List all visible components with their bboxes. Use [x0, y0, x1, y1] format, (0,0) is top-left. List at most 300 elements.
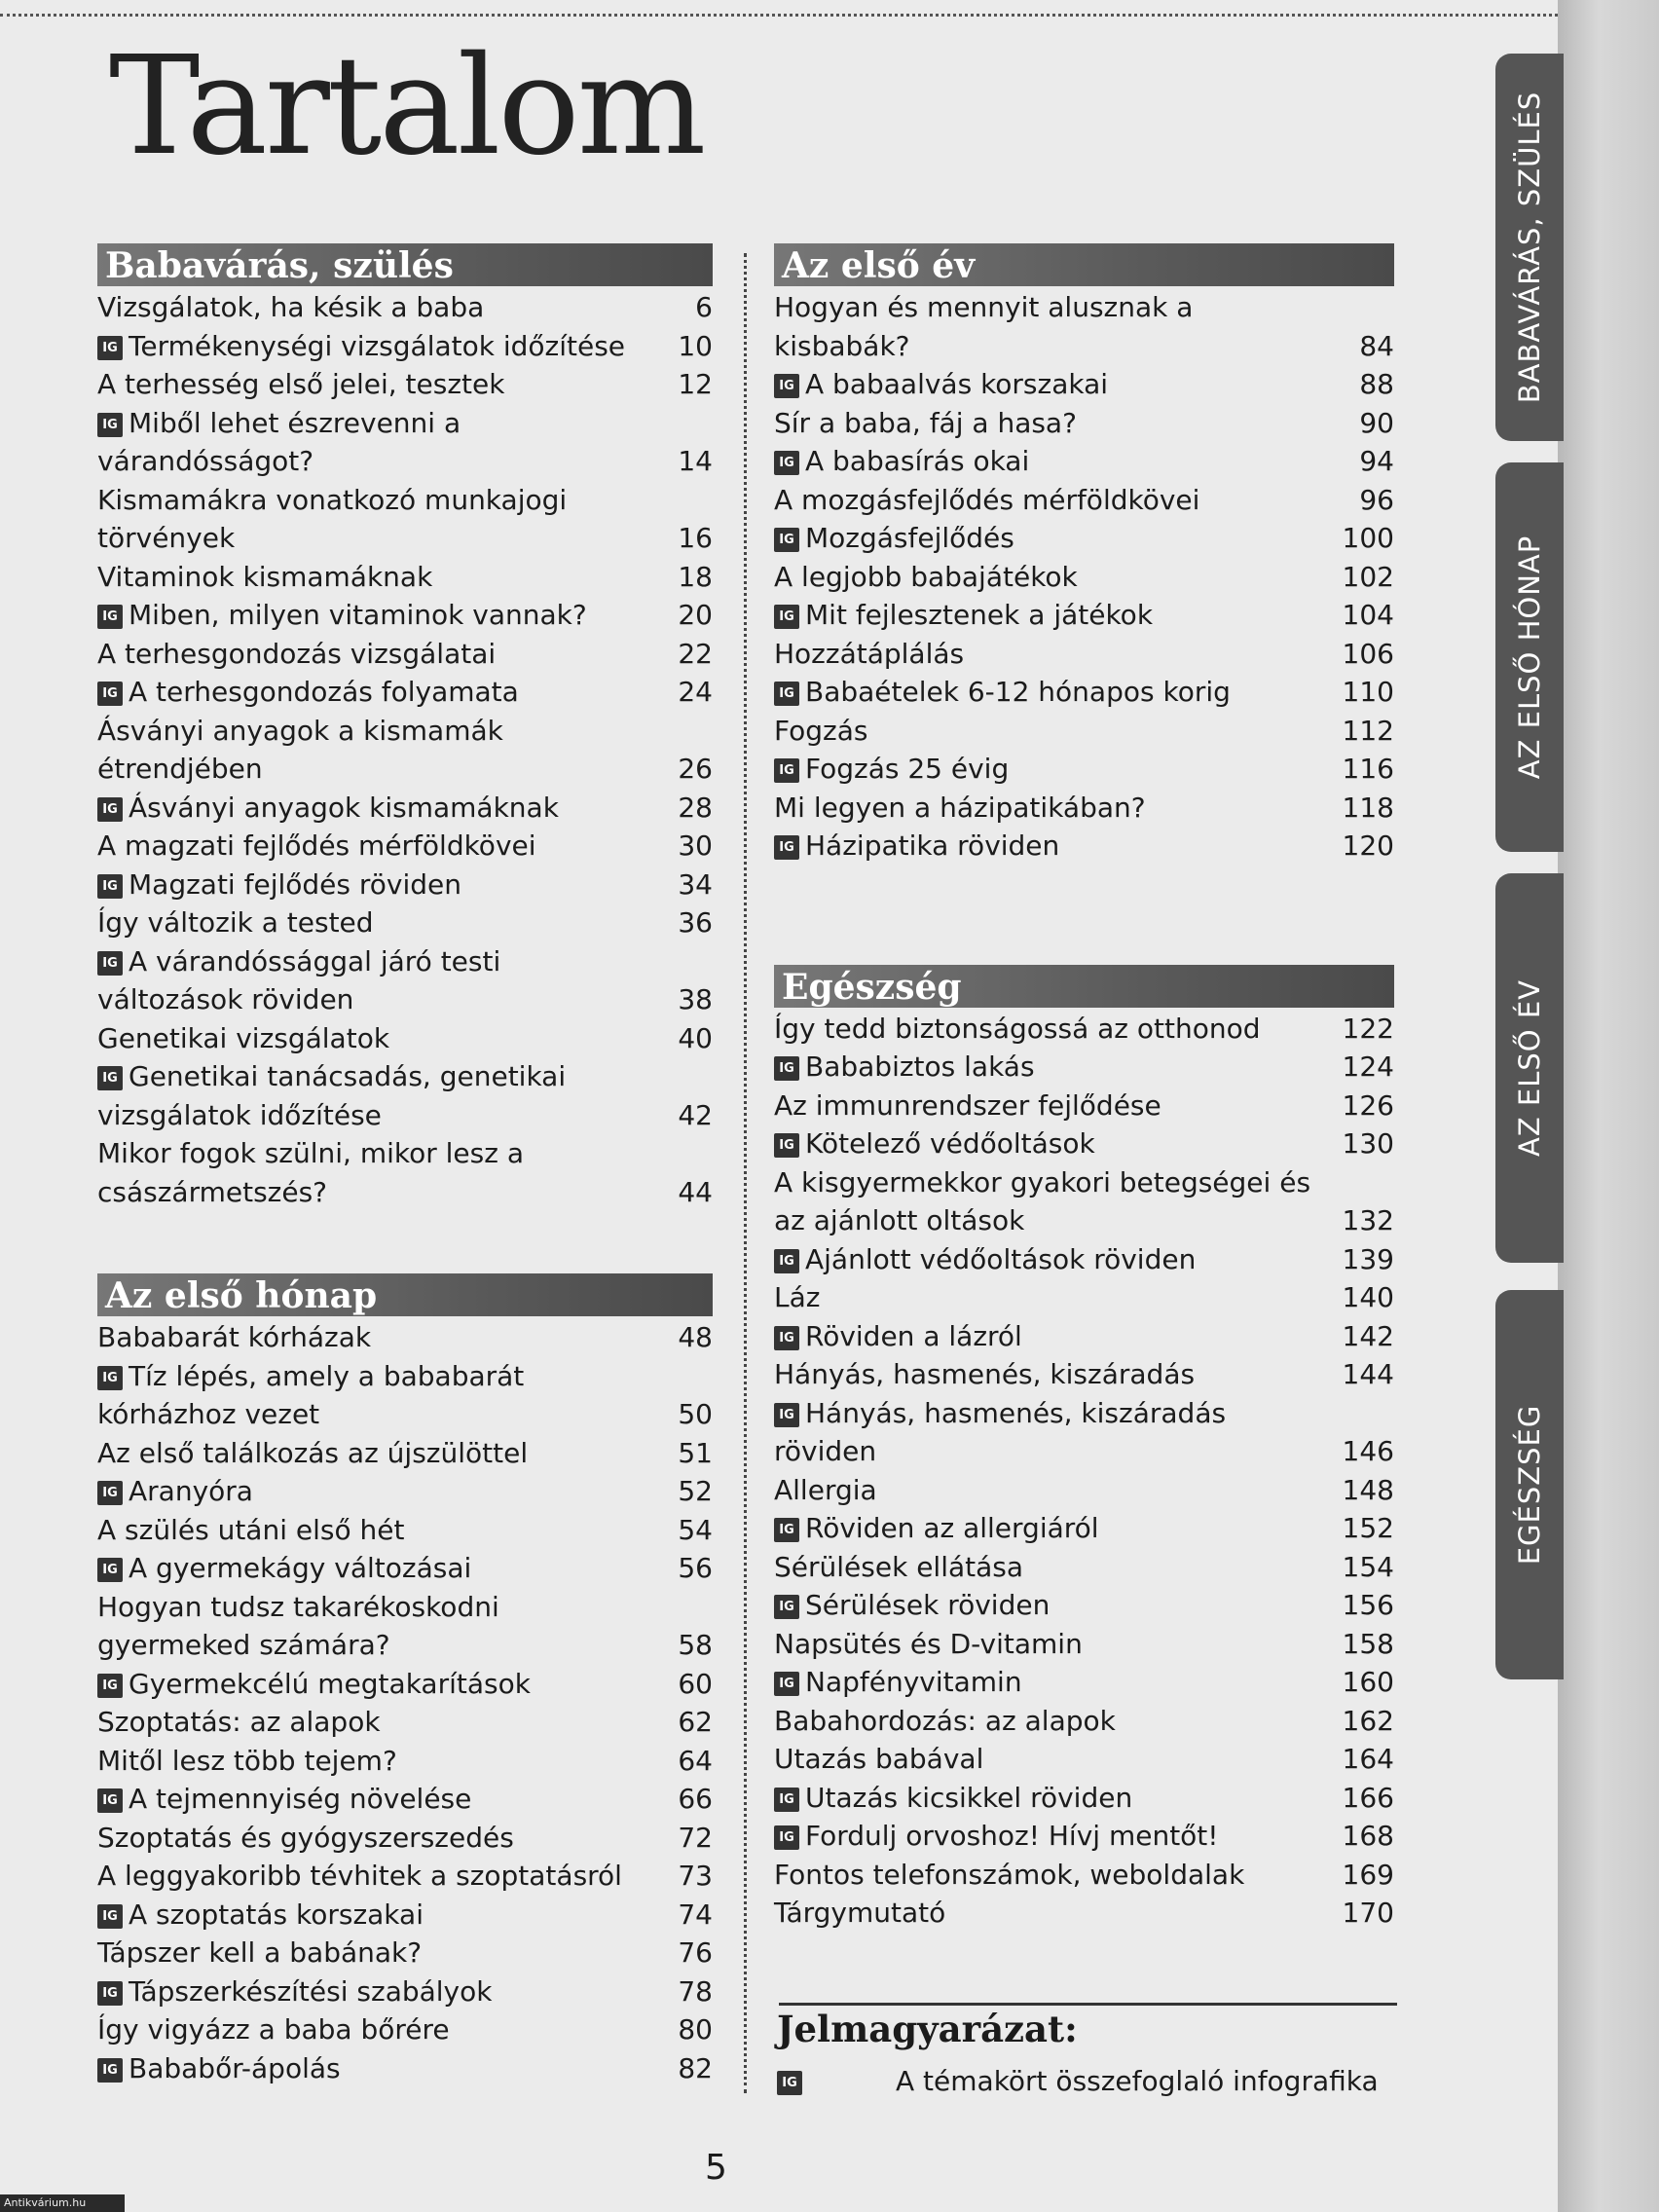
- toc-entry-title: A leggyakoribb tévhitek a szoptatásról: [97, 1860, 622, 1892]
- toc-entry[interactable]: [774, 1278, 1394, 1317]
- toc-entry-page: 40: [678, 1021, 713, 1054]
- toc-entry-page: 36: [678, 906, 713, 939]
- toc-entry[interactable]: [774, 1663, 1394, 1702]
- toc-entry-title: A babasírás okai: [805, 445, 1030, 477]
- toc-entry[interactable]: [97, 1472, 713, 1511]
- toc-entry[interactable]: [774, 1124, 1394, 1163]
- toc-entry[interactable]: [97, 1703, 713, 1742]
- toc-entry-page: 169: [1342, 1858, 1394, 1891]
- toc-entry-page: 168: [1342, 1820, 1394, 1852]
- toc-entry[interactable]: [97, 866, 713, 904]
- toc-entry-title: Sérülések ellátása: [774, 1550, 1024, 1583]
- toc-entry-text: [774, 1625, 1336, 1664]
- toc-entry-title: Bababarát kórházak: [97, 1321, 372, 1353]
- toc-entry-page: 110: [1342, 676, 1394, 708]
- toc-entry-page: 162: [1342, 1704, 1394, 1737]
- toc-entry-page: 96: [1359, 483, 1394, 516]
- toc-entry-title: Röviden az allergiáról: [805, 1512, 1099, 1544]
- toc-entry[interactable]: [774, 827, 1394, 866]
- toc-entry-page: 50: [678, 1398, 713, 1430]
- toc-entry[interactable]: [774, 750, 1394, 789]
- toc-entry-text: [774, 404, 1336, 443]
- toc-entry-page: 10: [678, 329, 713, 362]
- toc-entry-text: [774, 1779, 1336, 1818]
- tab-label: AZ ELSŐ ÉV: [1513, 978, 1546, 1158]
- section-heading: [774, 243, 1394, 286]
- toc-entry-page: 88: [1359, 368, 1394, 400]
- toc-entry-title: Bababőr-ápolás: [129, 2051, 341, 2084]
- toc-entry-text: [97, 1742, 654, 1781]
- infographic-icon: IG: [97, 1674, 123, 1698]
- infographic-icon: IG: [97, 1981, 123, 2006]
- toc-entry-text: [774, 519, 1336, 558]
- toc-entry-text: [97, 712, 654, 789]
- toc-entry[interactable]: [97, 558, 713, 597]
- toc-entry-page: 6: [695, 291, 713, 323]
- toc-entry-text: [774, 596, 1336, 635]
- toc-entry[interactable]: [774, 1240, 1394, 1279]
- toc-entry-page: 84: [1359, 329, 1394, 362]
- toc-entry[interactable]: [774, 789, 1394, 828]
- toc-entry-text: [774, 481, 1336, 520]
- infographic-icon: IG: [97, 797, 123, 822]
- toc-entry-title: Utazás kicsikkel röviden: [805, 1781, 1133, 1814]
- toc-entry-page: 132: [1342, 1204, 1394, 1236]
- toc-entry-title: Genetikai tanácsadás, genetikai vizsgálatok időzítése: [97, 1060, 567, 1131]
- toc-entry-text: [97, 1896, 654, 1935]
- toc-entry-text: [774, 1548, 1336, 1587]
- toc-entry-title: Hogyan tudsz takarékoskodni gyermeked számára?: [97, 1590, 499, 1661]
- toc-entry[interactable]: [97, 1357, 713, 1434]
- toc-entry-text: [774, 712, 1336, 751]
- toc-entry-page: 126: [1342, 1088, 1394, 1122]
- toc-entry-page: 164: [1342, 1743, 1394, 1775]
- toc-entry-text: [774, 1394, 1336, 1471]
- toc-entry[interactable]: [97, 1665, 713, 1704]
- toc-entry[interactable]: [97, 2049, 713, 2088]
- toc-entry-title: Láz: [774, 1281, 821, 1313]
- infographic-icon: IG: [774, 1403, 799, 1427]
- infographic-icon: IG: [774, 1672, 799, 1696]
- toc-entry[interactable]: [774, 1702, 1394, 1741]
- toc-entry-page: 28: [678, 791, 713, 824]
- toc-entry-title: Tárgymutató: [774, 1897, 946, 1929]
- toc-entry-title: Napfényvitamin: [805, 1666, 1022, 1698]
- section-heading: [97, 1273, 713, 1316]
- toc-entry-text: [774, 1702, 1336, 1741]
- toc-entry-title: Mitől lesz több tejem?: [97, 1744, 397, 1777]
- page-edge: [1558, 0, 1659, 2212]
- toc-entry-title: Sír a baba, fáj a hasa?: [774, 406, 1077, 439]
- section-egeszseg: [774, 965, 1394, 1933]
- toc-entry[interactable]: [97, 1057, 713, 1134]
- toc-entry-text: [97, 1472, 654, 1511]
- toc-entry-title: Magzati fejlődés röviden: [129, 867, 461, 901]
- toc-entry[interactable]: [97, 1134, 713, 1211]
- toc-entry-text: [97, 596, 654, 635]
- toc-entry-page: 51: [678, 1436, 713, 1469]
- toc-entry-text: [774, 1856, 1336, 1895]
- toc-entry[interactable]: [97, 1549, 713, 1588]
- page-title: Tartalom: [109, 27, 704, 186]
- toc-entry-text: [97, 404, 654, 481]
- toc-entry-text: [774, 1278, 1336, 1317]
- infographic-icon: IG: [97, 413, 123, 437]
- toc-entry-page: 12: [678, 368, 713, 400]
- toc-entry[interactable]: [774, 1355, 1394, 1394]
- toc-entry[interactable]: [97, 1972, 713, 2011]
- infographic-icon: IG: [774, 835, 799, 860]
- toc-entry-text: [97, 1057, 654, 1134]
- toc-entry-text: [774, 1586, 1336, 1625]
- toc-entry[interactable]: [97, 789, 713, 828]
- infographic-icon: IG: [97, 874, 123, 899]
- toc-entry-text: [774, 1471, 1336, 1510]
- toc-entry-text: [97, 1511, 654, 1550]
- infographic-icon: IG: [774, 374, 799, 398]
- toc-entry[interactable]: [97, 1511, 713, 1550]
- toc-entry-page: 73: [678, 1860, 713, 1892]
- toc-entry-page: 166: [1342, 1781, 1394, 1814]
- toc-entry[interactable]: [97, 288, 713, 327]
- tab-az-elso-ev[interactable]: [1495, 873, 1564, 1263]
- toc-entry-title: Fogzás 25 évig: [805, 753, 1010, 785]
- toc-entry[interactable]: [774, 712, 1394, 751]
- toc-entry-title: Sérülések röviden: [805, 1589, 1051, 1621]
- infographic-icon: IG: [774, 1326, 799, 1350]
- toc-entry-text: [97, 635, 654, 674]
- toc-entry[interactable]: [97, 1588, 713, 1665]
- toc-entry-text: [97, 327, 654, 366]
- toc-entry[interactable]: [97, 327, 713, 366]
- toc-entry[interactable]: [97, 1819, 713, 1858]
- toc-entry-title: Szoptatás: az alapok: [97, 1706, 381, 1738]
- toc-entry-page: 80: [678, 2013, 713, 2046]
- page-number: 5: [705, 2148, 727, 2188]
- toc-entry-text: [774, 442, 1336, 481]
- toc-entry-page: 22: [678, 637, 713, 670]
- toc-entry[interactable]: [97, 942, 713, 1019]
- toc-entry-title: A terhesgondozás folyamata: [129, 676, 519, 708]
- toc-entry-page: 34: [678, 867, 713, 901]
- toc-entry-page: 100: [1342, 522, 1394, 554]
- infographic-icon: IG: [97, 1481, 123, 1505]
- toc-entry-page: 76: [678, 1936, 713, 1969]
- toc-entry-page: 118: [1342, 791, 1394, 824]
- toc-entry-text: [774, 1240, 1336, 1279]
- toc-entry-title: Tíz lépés, amely a bababarát kórházhoz vezet: [97, 1359, 525, 1430]
- toc-entry[interactable]: [97, 596, 713, 635]
- toc-entry-text: [97, 1134, 654, 1211]
- toc-entry-title: Bababiztos lakás: [805, 1051, 1035, 1083]
- toc-entry[interactable]: [774, 1779, 1394, 1818]
- watermark: Antikvárium.hu: [0, 2194, 125, 2212]
- toc-entry-title: A terhesgondozás vizsgálatai: [97, 637, 497, 670]
- toc-entry-text: [97, 558, 654, 597]
- toc-entry-text: [97, 903, 654, 942]
- column-divider: [744, 253, 747, 2093]
- toc-entry[interactable]: [97, 1318, 713, 1357]
- toc-entry-title: A szülés utáni első hét: [97, 1513, 405, 1546]
- toc-entry-title: Így változik a tested: [97, 906, 374, 939]
- toc-entry[interactable]: [774, 1740, 1394, 1779]
- toc-entry-title: Fontos telefonszámok, weboldalak: [774, 1858, 1245, 1891]
- toc-entry-title: A szoptatás korszakai: [129, 1898, 424, 1931]
- toc-entry-page: 124: [1342, 1051, 1394, 1083]
- toc-entry-text: [97, 1972, 654, 2011]
- toc-entry-title: Hozzátáplálás: [774, 637, 965, 670]
- toc-entry[interactable]: [97, 1434, 713, 1473]
- tab-babavaras-szules[interactable]: [1495, 54, 1564, 441]
- toc-entry-page: 18: [678, 560, 713, 593]
- section-babavaras: [97, 243, 713, 1211]
- toc-entry[interactable]: [774, 1548, 1394, 1587]
- toc-entry-title: Miből lehet észrevenni a várandósságot?: [97, 406, 461, 477]
- toc-entry-page: 52: [678, 1475, 713, 1507]
- toc-entry-text: [97, 942, 654, 1019]
- toc-entry[interactable]: [774, 404, 1394, 443]
- toc-entry-title: Fordulj orvoshoz! Hívj mentőt!: [805, 1820, 1219, 1852]
- toc-entry-page: 58: [678, 1629, 713, 1661]
- toc-entry[interactable]: [97, 827, 713, 866]
- toc-entry-title: Röviden a lázról: [805, 1319, 1022, 1352]
- toc-entry-page: 44: [678, 1175, 713, 1208]
- toc-entry[interactable]: [774, 481, 1394, 520]
- toc-entry[interactable]: [774, 519, 1394, 558]
- toc-entry[interactable]: [97, 712, 713, 789]
- toc-entry-text: [774, 1048, 1336, 1087]
- toc-entry-title: Az immunrendszer fejlődése: [774, 1088, 1161, 1122]
- infographic-icon: IG: [774, 682, 799, 706]
- toc-entry-page: 156: [1342, 1589, 1394, 1621]
- toc-entry-text: [774, 1163, 1336, 1240]
- infographic-icon: IG: [97, 682, 123, 706]
- toc-entry-text: [97, 1934, 654, 1972]
- toc-entry[interactable]: [774, 1856, 1394, 1895]
- infographic-icon: IG: [774, 758, 799, 783]
- toc-entry-page: 54: [678, 1513, 713, 1546]
- toc-entry[interactable]: [97, 1780, 713, 1819]
- toc-entry-text: [774, 635, 1336, 674]
- toc-entry[interactable]: [97, 635, 713, 674]
- section-title: Babavárás, szülés: [105, 245, 454, 286]
- toc-entry[interactable]: [774, 1471, 1394, 1510]
- toc-entry-text: [97, 2049, 654, 2088]
- tab-egeszseg[interactable]: [1495, 1290, 1564, 1679]
- section-title: Egészség: [782, 966, 962, 1008]
- toc-entry[interactable]: [774, 673, 1394, 712]
- toc-entry[interactable]: [97, 1742, 713, 1781]
- toc-entry-title: Hányás, hasmenés, kiszáradás röviden: [774, 1396, 1227, 1467]
- toc-entry-page: 38: [678, 983, 713, 1015]
- toc-entry-title: A mozgásfejlődés mérföldkövei: [774, 483, 1200, 516]
- toc-entry-page: 106: [1342, 637, 1394, 670]
- toc-entry-text: [774, 1740, 1336, 1779]
- infographic-icon: IG: [97, 1788, 123, 1813]
- toc-entry-title: Házipatika röviden: [805, 830, 1060, 862]
- toc-entry-page: 42: [678, 1098, 713, 1131]
- toc-entry[interactable]: [97, 903, 713, 942]
- toc-entry[interactable]: [774, 365, 1394, 404]
- toc-entry-page: 158: [1342, 1627, 1394, 1660]
- infographic-icon: IG: [777, 2071, 802, 2095]
- toc-entry-page: 122: [1342, 1012, 1394, 1045]
- toc-entry-title: Az első találkozás az újszülöttel: [97, 1436, 529, 1469]
- infographic-icon: IG: [97, 1066, 123, 1090]
- toc-entry-text: [774, 673, 1336, 712]
- toc-entry[interactable]: [774, 1010, 1394, 1049]
- left-column: [97, 243, 713, 2087]
- infographic-icon: IG: [774, 1518, 799, 1542]
- toc-entry-title: Genetikai vizsgálatok: [97, 1021, 390, 1054]
- toc-entry-title: Kötelező védőoltások: [805, 1127, 1095, 1160]
- toc-entry-title: Napsütés és D-vitamin: [774, 1627, 1083, 1660]
- toc-entry[interactable]: [97, 1019, 713, 1058]
- toc-entry[interactable]: [774, 558, 1394, 597]
- toc-entry-text: [774, 1124, 1336, 1163]
- toc-entry[interactable]: [97, 673, 713, 712]
- toc-entry-title: Mozgásfejlődés: [805, 522, 1014, 554]
- toc-entry-title: Vizsgálatok, ha késik a baba: [97, 291, 485, 323]
- toc-entry-page: 16: [678, 522, 713, 554]
- toc-entry-title: Mikor fogok szülni, mikor lesz a császármetszés?: [97, 1137, 525, 1208]
- toc-entry-page: 74: [678, 1898, 713, 1931]
- legend-title: Jelmagyarázat:: [777, 2008, 1078, 2050]
- toc-entry[interactable]: [97, 1934, 713, 1972]
- toc-entry[interactable]: [97, 1857, 713, 1896]
- toc-entry-text: [97, 1019, 654, 1058]
- toc-entry[interactable]: [774, 1087, 1394, 1125]
- toc-entry-text: [97, 1703, 654, 1742]
- toc-entry-text: [97, 2010, 654, 2049]
- toc-entry-title: Ásványi anyagok a kismamák étrendjében: [97, 714, 503, 785]
- infographic-icon: IG: [774, 1595, 799, 1619]
- toc-entry[interactable]: [97, 481, 713, 558]
- infographic-icon: IG: [97, 2058, 123, 2083]
- toc-entry[interactable]: [774, 1894, 1394, 1933]
- toc-entry-text: [774, 1010, 1336, 1049]
- toc-entry[interactable]: [774, 1586, 1394, 1625]
- toc-entry[interactable]: [774, 1394, 1394, 1471]
- toc-entry-page: 170: [1342, 1897, 1394, 1929]
- toc-entry-text: [97, 827, 654, 866]
- toc-entry-title: A tejmennyiség növelése: [129, 1783, 472, 1815]
- toc-entry-title: A magzati fejlődés mérföldkövei: [97, 830, 536, 862]
- section-heading: [97, 243, 713, 286]
- toc-entry-page: 94: [1359, 445, 1394, 477]
- toc-entry-text: [774, 1355, 1336, 1394]
- toc-entry-title: Ásványi anyagok kismamáknak: [129, 791, 559, 824]
- toc-entry-page: 56: [678, 1552, 713, 1584]
- toc-entry-page: 62: [678, 1706, 713, 1738]
- toc-entry[interactable]: [774, 1817, 1394, 1856]
- toc-entry-title: Vitaminok kismamáknak: [97, 560, 433, 593]
- toc-entry-page: 30: [678, 830, 713, 862]
- toc-entry-page: 72: [678, 1821, 713, 1854]
- toc-entry[interactable]: [774, 1509, 1394, 1548]
- infographic-icon: IG: [774, 605, 799, 629]
- toc-entry[interactable]: [774, 1048, 1394, 1087]
- tab-az-elso-honap[interactable]: [1495, 462, 1564, 852]
- toc-entry[interactable]: [774, 635, 1394, 674]
- toc-entry[interactable]: [774, 288, 1394, 365]
- toc-entry-title: A legjobb babajátékok: [774, 560, 1078, 593]
- toc-entry-text: [97, 481, 654, 558]
- toc-entry-page: 146: [1342, 1435, 1394, 1467]
- toc-entry[interactable]: [774, 596, 1394, 635]
- toc-entry-title: Kismamákra vonatkozó munkajogi törvények: [97, 483, 568, 554]
- infographic-icon: IG: [97, 1904, 123, 1929]
- infographic-icon: IG: [774, 451, 799, 475]
- toc-entry-title: A gyermekágy változásai: [129, 1552, 472, 1584]
- toc-entry-title: A terhesség első jelei, tesztek: [97, 368, 505, 400]
- toc-entry-title: Mi legyen a házipatikában?: [774, 791, 1146, 824]
- right-column: [774, 243, 1394, 1933]
- toc-entry-text: [97, 1665, 654, 1704]
- toc-entry[interactable]: [97, 2010, 713, 2049]
- top-dotted-line: [0, 14, 1558, 17]
- toc-entry[interactable]: [97, 404, 713, 481]
- legend-rule: [779, 2003, 1397, 2006]
- toc-entry[interactable]: [774, 1163, 1394, 1240]
- toc-entry-text: [97, 1819, 654, 1858]
- section-az-elso-honap: [97, 1273, 713, 2087]
- toc-entry[interactable]: [97, 1896, 713, 1935]
- toc-entry[interactable]: [774, 442, 1394, 481]
- toc-entry-title: Hogyan és mennyit alusznak a kisbabák?: [774, 291, 1194, 362]
- toc-entry-text: [774, 827, 1336, 866]
- legend-description: A témakört összefoglaló infografika: [896, 2065, 1379, 2097]
- toc-entry[interactable]: [774, 1625, 1394, 1664]
- toc-entry-title: Gyermekcélú megtakarítások: [129, 1667, 531, 1700]
- toc-entry-page: 20: [678, 599, 713, 631]
- toc-entry-page: 112: [1342, 714, 1394, 747]
- infographic-icon: IG: [774, 1133, 799, 1158]
- toc-entry-page: 66: [678, 1783, 713, 1815]
- tab-label: EGÉSZSÉG: [1513, 1404, 1546, 1566]
- toc-entry-text: [97, 673, 654, 712]
- toc-entry-page: 160: [1342, 1666, 1394, 1698]
- section-az-elso-ev: [774, 243, 1394, 866]
- toc-entry[interactable]: [774, 1317, 1394, 1356]
- toc-entry-page: 78: [678, 1974, 713, 2008]
- infographic-icon: IG: [97, 1366, 123, 1390]
- infographic-icon: IG: [774, 1056, 799, 1081]
- toc-entry-page: 154: [1342, 1550, 1394, 1583]
- toc-entry-text: [97, 1588, 654, 1665]
- toc-entry-title: Miben, milyen vitaminok vannak?: [129, 599, 587, 631]
- infographic-icon: IG: [774, 1249, 799, 1273]
- infographic-icon: IG: [774, 1825, 799, 1850]
- toc-entry-text: [774, 750, 1336, 789]
- toc-entry-title: Termékenységi vizsgálatok időzítése: [129, 329, 626, 362]
- toc-entry-page: 130: [1342, 1127, 1394, 1160]
- toc-entry-text: [97, 1318, 654, 1357]
- toc-entry-text: [774, 558, 1336, 597]
- toc-entry-text: [97, 789, 654, 828]
- toc-entry-page: 26: [678, 753, 713, 785]
- infographic-icon: IG: [774, 528, 799, 552]
- toc-entry-title: A kisgyermekkor gyakori betegségei és az ajánlott oltások: [774, 1165, 1311, 1236]
- toc-entry-page: 116: [1342, 753, 1394, 785]
- toc-entry-text: [97, 1549, 654, 1588]
- toc-entry-text: [774, 1317, 1336, 1356]
- toc-entry-text: [774, 1509, 1336, 1548]
- toc-entry[interactable]: [97, 365, 713, 404]
- toc-entry-text: [774, 789, 1336, 828]
- toc-entry-text: [774, 1663, 1336, 1702]
- toc-entry-text: [97, 1857, 654, 1896]
